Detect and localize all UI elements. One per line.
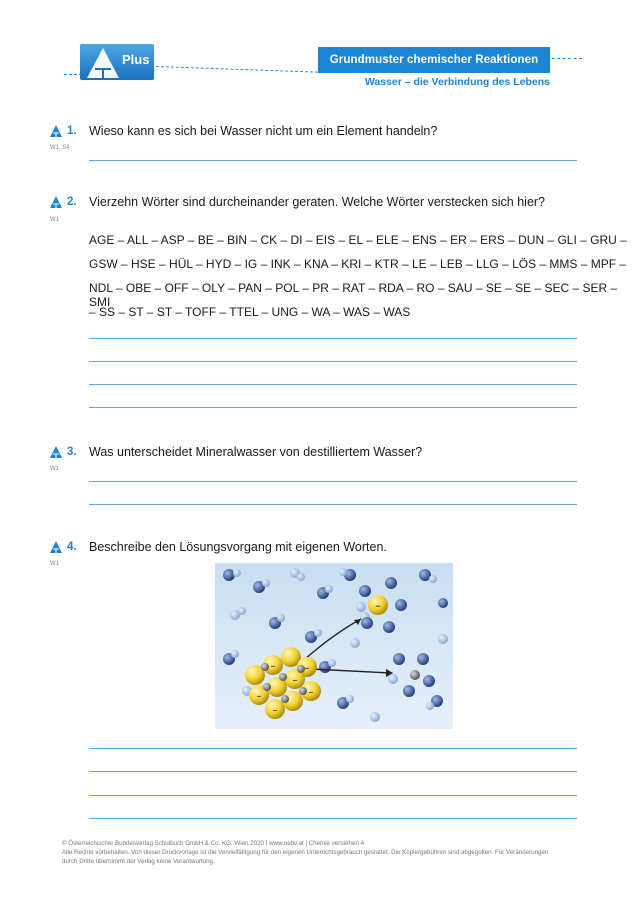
footer-copyright: © Österreichischer Bundesverlag Schulbuch GmbH & Co. KG, Wien 2020 | www.oebv.at | Chemie verstehen 4 <box>62 840 365 847</box>
logo-text: Plus <box>122 52 150 67</box>
question-4-code: W1 <box>50 561 59 567</box>
question-1-text: Wieso kann es sich bei Wasser nicht um ein Element handeln? <box>89 124 438 138</box>
answer-line[interactable] <box>89 818 577 819</box>
answer-line[interactable] <box>89 160 577 161</box>
answer-line[interactable] <box>89 504 577 505</box>
dissolution-diagram <box>215 563 453 729</box>
svg-text:–: – <box>375 599 381 612</box>
triangle-level-icon <box>50 125 62 137</box>
hydrated-ion-right <box>388 653 435 697</box>
dissolution-illustration <box>215 563 453 729</box>
question-2-text: Vierzehn Wörter sind durcheinander geraten. Welche Wörter verstecken sich hier? <box>89 195 546 209</box>
question-2-number: 2. <box>67 196 77 208</box>
word-line-1: AGE – ALL – ASP – BE – BIN – CK – DI – EIS – EL – ELE – ENS – ER – ERS – DUN – GLI – GRU – <box>89 233 627 247</box>
svg-text:–: – <box>292 675 298 686</box>
answer-line[interactable] <box>89 361 577 362</box>
svg-text:–: – <box>304 663 310 674</box>
answer-line[interactable] <box>89 795 577 796</box>
svg-text:–: – <box>308 687 314 698</box>
answer-line[interactable] <box>89 407 577 408</box>
footer-disclaimer: durch Dritte übernimmt der Verlag keine Verantwortung. <box>62 858 215 865</box>
triangle-logo-icon <box>86 47 120 79</box>
header-dash-middle <box>156 66 318 73</box>
svg-text:–: – <box>272 705 278 716</box>
question-1-number: 1. <box>67 125 77 137</box>
answer-line[interactable] <box>89 384 577 385</box>
triangle-level-icon <box>50 196 62 208</box>
answer-line[interactable] <box>89 338 577 339</box>
question-3-number: 3. <box>67 446 77 458</box>
salt-crystal <box>245 647 321 719</box>
question-3-text: Was unterscheidet Mineralwasser von destilliertem Wasser? <box>89 445 423 459</box>
word-line-4: – SS – ST – ST – TOFF – TTEL – UNG – WA – WAS – WAS <box>89 305 411 319</box>
triangle-level-icon <box>50 541 62 553</box>
svg-text:–: – <box>270 661 276 672</box>
question-4-number: 4. <box>67 541 77 553</box>
word-line-2: GSW – HSE – HÜL – HYD – IG – INK – KNA – KRI – KTR – LE – LEB – LLG – LÖS – MMS – MPF – <box>89 257 627 271</box>
plus-logo <box>80 44 154 80</box>
header-dash-right <box>552 58 582 59</box>
page-subtitle: Wasser – die Verbindung des Lebens <box>364 76 550 88</box>
footer-rights: Alle Rechte vorbehalten. Von dieser Druckvorlage ist die Vervielfältigung für den eigenen Unterrichtsgebrauch gestattet. Die Kopiergebühren sind abgegolten. Für Veränderungen <box>62 849 549 856</box>
svg-text:–: – <box>256 691 262 702</box>
triangle-level-icon <box>50 446 62 458</box>
word-line-3: NDL – OBE – OFF – OLY – PAN – POL – PR – RAT – RDA – RO – SAU – SE – SE – SEC – SER – SMI <box>89 281 618 309</box>
question-1-code: W1, S4 <box>50 145 70 151</box>
banner-title: Grundmuster chemischer Reaktionen <box>318 47 550 73</box>
question-4-text: Beschreibe den Lösungsvorgang mit eigenen Worten. <box>89 540 387 554</box>
answer-line[interactable] <box>89 481 577 482</box>
question-3-code: W1 <box>50 466 59 472</box>
hydrated-ion-top <box>356 577 407 633</box>
arrows <box>305 619 393 677</box>
answer-line[interactable] <box>89 771 577 772</box>
question-2-code: W1 <box>50 217 59 223</box>
answer-line[interactable] <box>89 748 577 749</box>
